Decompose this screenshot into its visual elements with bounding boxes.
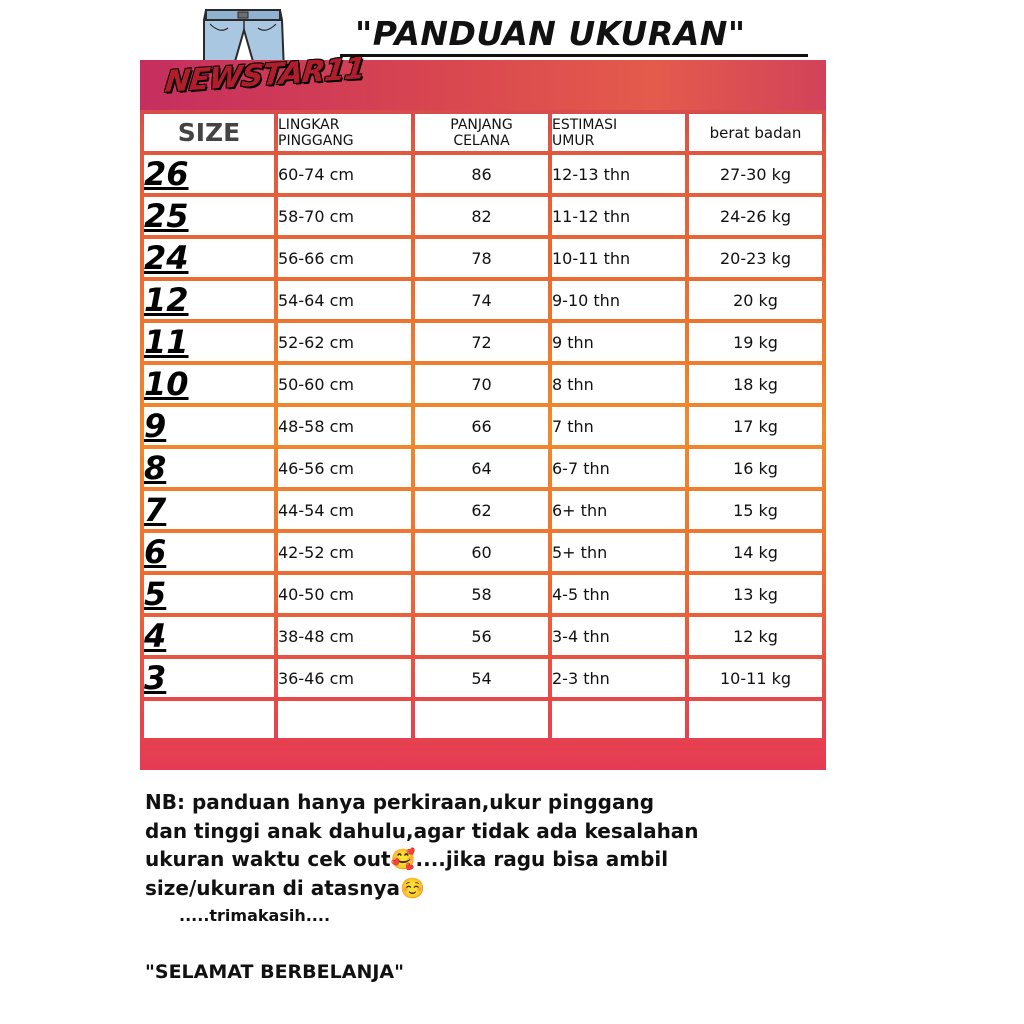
size-cell: 9	[144, 407, 274, 445]
table-row	[144, 449, 822, 487]
size-chart-table	[140, 110, 826, 742]
weight-cell: 20 kg	[689, 281, 822, 319]
age-cell: 12-13 thn	[552, 155, 685, 193]
header-waist	[278, 114, 411, 151]
age-cell: 4-5 thn	[552, 575, 685, 613]
age-cell: 10-11 thn	[552, 239, 685, 277]
waist-cell: 50-60 cm	[278, 365, 411, 403]
length-cell: 60	[415, 533, 548, 571]
waist-cell: 54-64 cm	[278, 281, 411, 319]
length-cell: 54	[415, 659, 548, 697]
table-row	[144, 323, 822, 361]
weight-cell: 24-26 kg	[689, 197, 822, 235]
length-cell: 66	[415, 407, 548, 445]
empty-cell	[552, 701, 685, 738]
table-row	[144, 155, 822, 193]
length-cell: 62	[415, 491, 548, 529]
header-waist-line1: LINGKAR	[278, 116, 340, 133]
age-cell: 9-10 thn	[552, 281, 685, 319]
title-underline	[340, 54, 808, 57]
length-cell: 82	[415, 197, 548, 235]
size-cell: 12	[144, 281, 274, 319]
header-waist-line2: PINGGANG	[278, 132, 354, 149]
header-age-line2: UMUR	[552, 132, 595, 149]
empty-cell	[278, 701, 411, 738]
weight-cell: 20-23 kg	[689, 239, 822, 277]
age-cell: 6+ thn	[552, 491, 685, 529]
weight-cell: 10-11 kg	[689, 659, 822, 697]
table-row	[144, 575, 822, 613]
table-row	[144, 617, 822, 655]
age-cell: 5+ thn	[552, 533, 685, 571]
length-cell: 74	[415, 281, 548, 319]
size-cell: 10	[144, 365, 274, 403]
note-line: size/ukuran di atasnya☺️	[145, 875, 425, 900]
table-row	[144, 533, 822, 571]
brand-logo: NEWSTAR11	[163, 51, 367, 100]
waist-cell: 36-46 cm	[278, 659, 411, 697]
weight-cell: 19 kg	[689, 323, 822, 361]
page-title: "PANDUAN UKURAN"	[355, 14, 746, 53]
waist-cell: 46-56 cm	[278, 449, 411, 487]
size-cell: 4	[144, 617, 274, 655]
table-row	[144, 197, 822, 235]
header-length-line1: PANJANG	[450, 116, 513, 133]
weight-cell: 13 kg	[689, 575, 822, 613]
size-cell: 6	[144, 533, 274, 571]
age-cell: 3-4 thn	[552, 617, 685, 655]
age-cell: 9 thn	[552, 323, 685, 361]
size-cell: 8	[144, 449, 274, 487]
empty-cell	[144, 701, 274, 738]
size-cell: 25	[144, 197, 274, 235]
header-size: SIZE	[144, 114, 274, 151]
note-line: dan tinggi anak dahulu,agar tidak ada kesalahan	[145, 818, 699, 843]
age-cell: 2-3 thn	[552, 659, 685, 697]
weight-cell: 12 kg	[689, 617, 822, 655]
header-age-line1: ESTIMASI	[552, 116, 618, 133]
length-cell: 86	[415, 155, 548, 193]
age-cell: 7 thn	[552, 407, 685, 445]
empty-cell	[689, 701, 822, 738]
waist-cell: 40-50 cm	[278, 575, 411, 613]
empty-cell	[415, 701, 548, 738]
table-row	[144, 239, 822, 277]
weight-cell: 27-30 kg	[689, 155, 822, 193]
header-row	[144, 114, 822, 151]
note-line: ukuran waktu cek out🥰....jika ragu bisa ambil	[145, 847, 669, 871]
waist-cell: 60-74 cm	[278, 155, 411, 193]
size-cell: 7	[144, 491, 274, 529]
table-row	[144, 407, 822, 445]
length-cell: 64	[415, 449, 548, 487]
thanks-text: .....trimakasih....	[179, 906, 331, 925]
weight-cell: 16 kg	[689, 449, 822, 487]
waist-cell: 38-48 cm	[278, 617, 411, 655]
waist-cell: 58-70 cm	[278, 197, 411, 235]
size-cell: 3	[144, 659, 274, 697]
length-cell: 70	[415, 365, 548, 403]
size-cell: 11	[144, 323, 274, 361]
closing-text: "SELAMAT BERBELANJA"	[145, 961, 405, 983]
notes-block	[145, 788, 865, 931]
weight-cell: 15 kg	[689, 491, 822, 529]
size-cell: 24	[144, 239, 274, 277]
note-line: NB: panduan hanya perkiraan,ukur pinggang	[145, 790, 655, 814]
table-row	[144, 491, 822, 529]
waist-cell: 52-62 cm	[278, 323, 411, 361]
waist-cell: 56-66 cm	[278, 239, 411, 277]
header-weight: berat badan	[689, 114, 822, 151]
waist-cell: 48-58 cm	[278, 407, 411, 445]
table-row	[144, 659, 822, 697]
age-cell: 8 thn	[552, 365, 685, 403]
age-cell: 6-7 thn	[552, 449, 685, 487]
empty-row	[144, 701, 822, 738]
header-age	[552, 114, 685, 151]
weight-cell: 18 kg	[689, 365, 822, 403]
weight-cell: 14 kg	[689, 533, 822, 571]
table-row	[144, 281, 822, 319]
size-cell: 26	[144, 155, 274, 193]
length-cell: 78	[415, 239, 548, 277]
length-cell: 58	[415, 575, 548, 613]
header-length	[415, 114, 548, 151]
weight-cell: 17 kg	[689, 407, 822, 445]
waist-cell: 44-54 cm	[278, 491, 411, 529]
length-cell: 56	[415, 617, 548, 655]
waist-cell: 42-52 cm	[278, 533, 411, 571]
table-row	[144, 365, 822, 403]
age-cell: 11-12 thn	[552, 197, 685, 235]
length-cell: 72	[415, 323, 548, 361]
header-length-line2: CELANA	[453, 132, 510, 149]
size-cell: 5	[144, 575, 274, 613]
